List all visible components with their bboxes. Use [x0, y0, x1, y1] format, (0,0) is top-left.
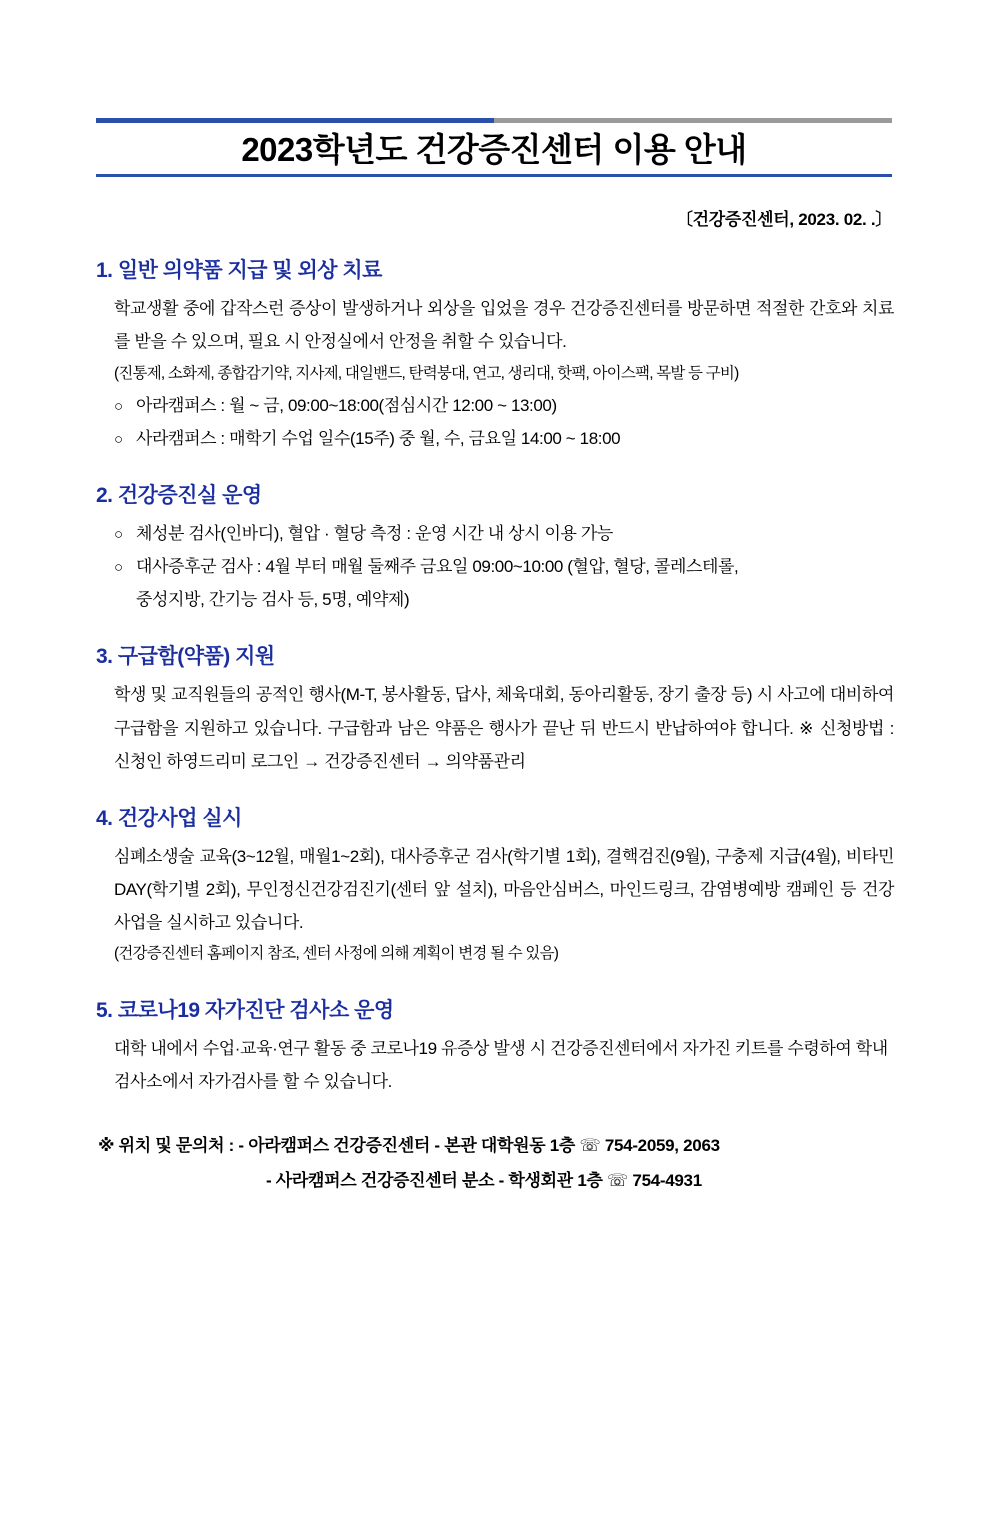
contact-block — [96, 1128, 896, 1199]
section-1-note: (진통제, 소화제, 종합감기약, 지사제, 대일밴드, 탄력붕대, 연고, 생리대, 핫팩, 아이스팩, 목발 등 구비) — [114, 364, 739, 382]
section-2-heading: 2. 건강증진실 운영 — [96, 484, 262, 508]
section-4 — [96, 802, 896, 970]
document-page — [0, 118, 992, 1521]
section-1-bullet-1-text: 아라캠퍼스 : 월 ~ 금, 09:00~18:00(점심시간 12:00 ~ 13:00) — [136, 395, 557, 415]
section-4-heading: 4. 건강사업 실시 — [96, 806, 242, 830]
section-2-bullet-1-text: 체성분 검사(인바디), 혈압 · 혈당 측정 : 운영 시간 내 상시 이용 가능 — [136, 524, 613, 544]
section-1-bullet-2-text: 사라캠퍼스 : 매학기 수업 일수(15주) 중 월, 수, 금요일 14:00 ~ 18:00 — [136, 428, 621, 448]
section-2-bullet-2-continuation: 중성지방, 간기능 검사 등, 5명, 예약제) — [136, 590, 410, 610]
section-2 — [96, 479, 896, 616]
title-underline-rule — [96, 174, 892, 177]
contact-line-ara: ※ 위치 및 문의처 : - 아라캠퍼스 건강증진센터 - 본관 대학원동 1층 ☏ 754-2059, 2063 — [98, 1135, 720, 1155]
section-2-bullet-2-text: 대사증후군 검사 : 4월 부터 매월 둘째주 금요일 09:00~10:00 (혈압, 혈당, 콜레스테롤, — [136, 557, 739, 577]
section-1-bullet-2 — [96, 422, 896, 455]
header-top-rule — [96, 118, 892, 123]
section-2-bullet-2 — [96, 550, 896, 583]
page-title: 2023학년도 건강증진센터 이용 안내 — [241, 131, 747, 168]
section-1-bullet-1 — [96, 389, 896, 422]
bullet-icon: ○ — [114, 526, 123, 544]
section-4-body: 심폐소생술 교육(3~12월, 매월1~2회), 대사증후군 검사(학기별 1회), 결핵검진(9월), 구충제 지급(4월), 비타민DAY(학기별 2회), 무인정신건강검진기(센터 앞 설치), 마음안심버스, 마인드링크, 감염병예방 캠페인 등 건강사업을 실시하고 있습니다. — [114, 846, 894, 933]
section-3 — [96, 640, 896, 777]
section-3-heading: 3. 구급함(약품) 지원 — [96, 645, 275, 669]
section-1 — [96, 254, 896, 455]
section-5-body: 대학 내에서 수업·교육·연구 활동 중 코로나19 유증상 발생 시 건강증진센터에서 자가진 키트를 수령하여 학내 검사소에서 자가검사를 할 수 있습니다. — [114, 1038, 888, 1091]
header-rule-blue-segment — [96, 118, 494, 123]
section-5-heading: 5. 코로나19 자가진단 검사소 운영 — [96, 998, 394, 1022]
bullet-icon: ○ — [114, 559, 123, 577]
section-3-body: 학생 및 교직원들의 공적인 행사(M-T, 봉사활동, 답사, 체육대회, 동아리활동, 장기 출장 등) 시 사고에 대비하여 구급함을 지원하고 있습니다. 구급함과 남은 약품은 행사가 끝난 뒤 반드시 반납하여야 합니다. ※ 신청방법 : 신청인 하영드리미 로그인 → 건강증진센터 → 의약품관리 — [114, 685, 894, 771]
header-rule-gray-segment — [494, 118, 892, 123]
section-1-heading: 1. 일반 의약품 지급 및 외상 치료 — [96, 259, 382, 283]
document-meta: 〔건강증진센터, 2023. 02. .〕 — [675, 210, 892, 230]
bullet-icon: ○ — [114, 430, 123, 448]
section-1-body: 학교생활 중에 갑작스런 증상이 발생하거나 외상을 입었을 경우 건강증진센터를 방문하면 적절한 간호와 치료를 받을 수 있으며, 필요 시 안정실에서 안정을 취할 수 있습니다. — [114, 299, 894, 352]
section-4-note: (건강증진센터 홈페이지 참조, 센터 사정에 의해 계획이 변경 될 수 있음) — [114, 945, 559, 963]
section-5 — [96, 994, 896, 1098]
contact-line-sara: - 사라캠퍼스 건강증진센터 분소 - 학생회관 1층 ☏ 754-4931 — [266, 1171, 702, 1191]
section-2-bullet-1 — [96, 517, 896, 550]
bullet-icon: ○ — [114, 397, 123, 415]
